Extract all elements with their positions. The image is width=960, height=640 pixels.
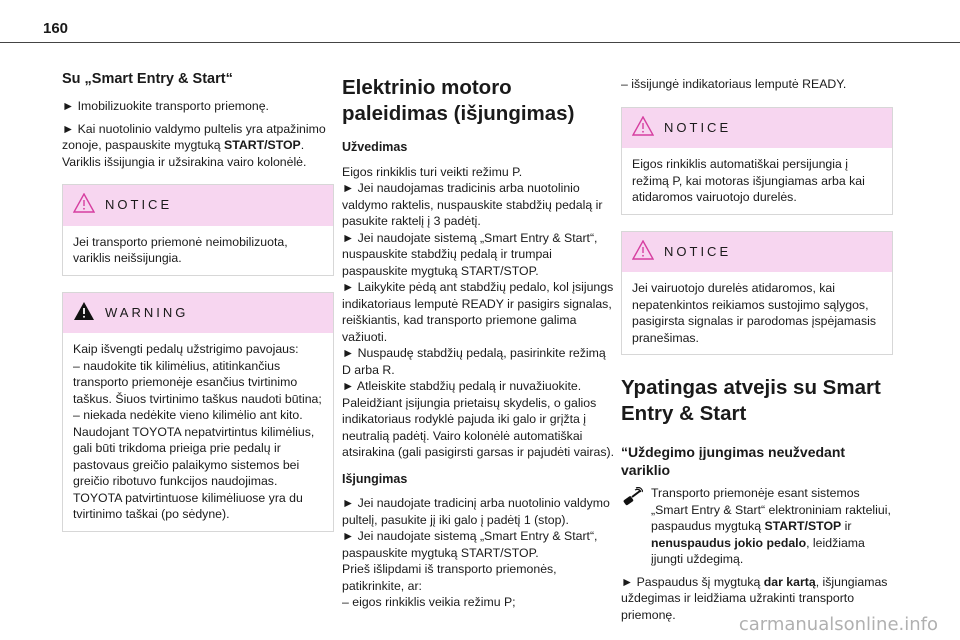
paragraph-remote-start-stop: ► Kai nuotolinio valdymo pultelis yra atpažinimo zonoje, paspauskite mygtuką START/STOP. Variklis išsijungia ir užsirakina vairo kolonėlė.: [62, 121, 326, 169]
notice-box-gear: [621, 107, 893, 215]
page-number: 160: [43, 20, 69, 37]
warning-header: [63, 293, 333, 334]
warning-filled-triangle-icon: [73, 301, 95, 326]
warning-triangle-icon: [73, 193, 95, 218]
notice-box-door: [621, 231, 893, 356]
section-title-motor: Elektrinio motoro paleidimas (išjungimas): [342, 76, 575, 125]
warning-body: Kaip išvengti pedalų užstrigimo pavojaus: – naudokite tik kilimėlius, atitinkančius transporto priemonėje esančius tvirtinimo taškus. Šiuos tvirtinimo taškus naudoti būtina; – niekada nedėkite vieno kilimėlio ant kito. Naudojant TOYOTA nepatvirtintus kilimėlius, gali būti trikdoma prieiga prie pedalų ir pastovaus greičio palaikymo sistemos bei greičio ribotuvo funkcijos naudojimas. TOYOTA patvirtintuose kilimėliuose yra du tvirtinimo taškai (po sėdyne).: [73, 342, 322, 521]
subheading-ignition: “Uždegimo įjungimas neužvedant variklio: [621, 444, 846, 478]
header-rule: [0, 42, 960, 43]
start-instructions: Eigos rinkiklis turi veikti režimu P. ► Jei naudojamas tradicinis arba nuotolinio valdymo raktelis, nuspauskite stabdžių pedalą ir pasukite raktelį į 3 padėtį. ► Jei naudojate sistemą „Smart Entry & Start“, nuspauskite stabdžių pedalą ir trumpai paspauskite mygtuką START/STOP. ► Laikykite pėdą ant stabdžių pedalo, kol įsijungs indikatoriaus lemputė READY ir pasigirs signalas, reiškiantis, kad transporto priemone galima važiuoti. ► Nuspaudę stabdžių pedalą, pasirinkite režimą D arba R. ► Atleiskite stabdžių pedalą ir nuvažiuokite. Paleidžiant įsijungia prietaisų skydelis, o galios indikatoriaus rodyklė pajuda iki galo ir grįžta į neutralią padėtį. Vairo kolonėlė automatiškai atsirakina (gali pasigirsti garsas ir pajudėti vairas).: [342, 164, 615, 459]
notice-header-door: [622, 232, 892, 273]
warning-triangle-icon: [632, 240, 654, 265]
subheading-stop: Išjungimas: [342, 471, 408, 486]
notice-body: Jei transporto priemonė neimobilizuota, variklis neišsijungia.: [73, 234, 288, 265]
notice-header-gear: [622, 108, 892, 149]
notice-title: NOTICE: [664, 243, 732, 259]
column-3: [621, 76, 893, 629]
ignition-text: Transporto priemonėje esant sistemos „Smart Entry & Start“ elektroniniam rakteliui, paspaudus mygtuką START/STOP ir nenuspaudus jokio pedalo, leidžiama įjungti uždegimą.: [651, 486, 891, 566]
subheading-start: Užvedimas: [342, 140, 408, 154]
ready-lamp-note: – išsijungė indikatoriaus lemputė READY.: [621, 77, 847, 91]
notice-box: [62, 184, 334, 276]
paragraph-immobilize: ► Imobilizuokite transporto priemonę.: [62, 99, 269, 113]
stop-instructions: ► Jei naudojate tradicinį arba nuotolinio valdymo pultelį, pasukite jį iki galo į padėtį 1 (stop). ► Jei naudojate sistemą „Smart Entry & Start“, paspauskite mygtuką START/STOP. Prieš išlipdami iš transporto priemonės, patikrinkite, ar: – eigos rinkiklis veikia režimu P;: [342, 496, 610, 609]
notice-header: [63, 185, 333, 226]
notice-body-door: Jei vairuotojo durelės atidaromos, kai nepatenkintos reikiamos sustojimo sąlygos, pasigirsta signalas ir parodomas įspėjamasis pranešimas.: [632, 281, 876, 345]
notice-title: NOTICE: [664, 119, 732, 135]
key-note-row: [621, 485, 893, 574]
warning-triangle-icon: [632, 116, 654, 141]
section-title-special-case: Ypatingas atvejis su Smart Entry & Start: [621, 376, 881, 425]
watermark: carmanualsonline.info: [738, 614, 938, 635]
ignition-off-text: ► Paspaudus šį mygtuką dar kartą, išjungiamas uždegimas ir leidžiama užrakinti transporto priemonę.: [621, 574, 888, 622]
warning-box: [62, 292, 334, 532]
notice-title: NOTICE: [105, 197, 173, 212]
smart-key-icon: [621, 487, 643, 509]
notice-body-gear: Eigos rinkiklis automatiškai persijungia į režimą P, kai motoras išjungiamas arba kai atidaromos vairuotojo durelės.: [632, 157, 865, 204]
warning-title: WARNING: [105, 304, 189, 320]
column-1: [62, 70, 334, 548]
section-heading-smart-entry: Su „Smart Entry & Start“: [62, 71, 233, 87]
column-2: [342, 75, 614, 617]
